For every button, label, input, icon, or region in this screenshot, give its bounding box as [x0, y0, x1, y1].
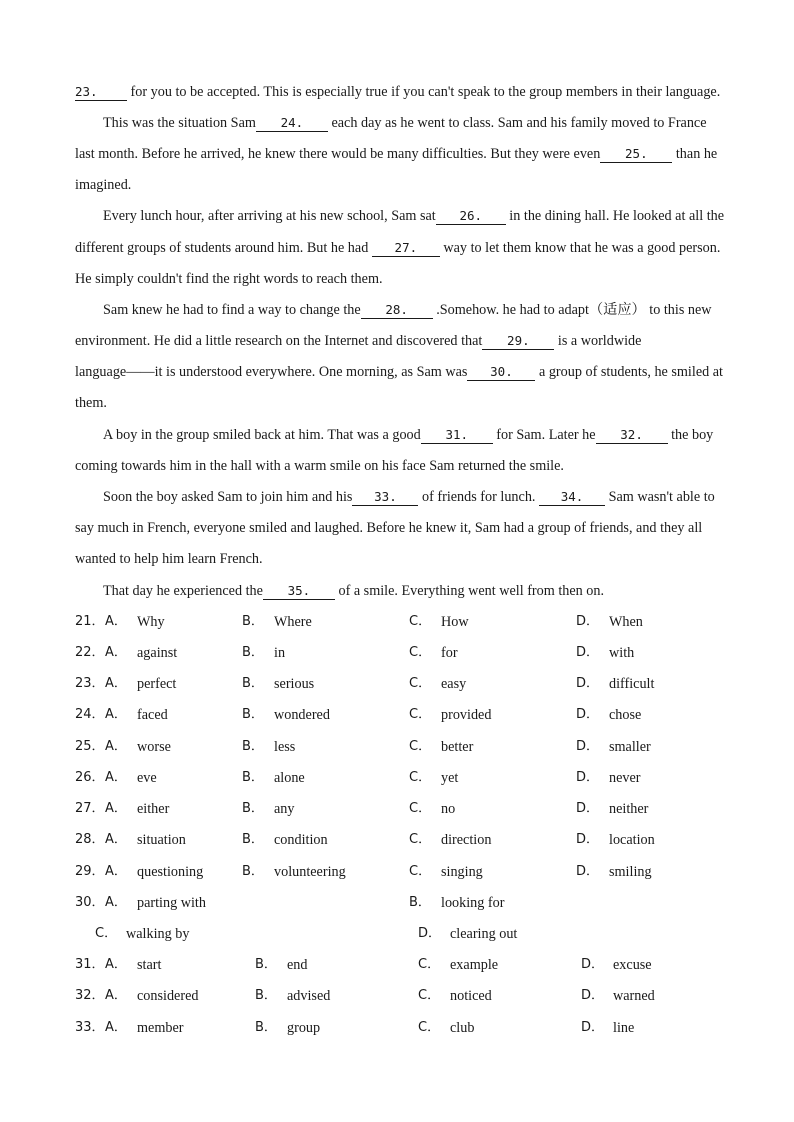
option-letter: D．: [576, 864, 600, 879]
question-number: 32．: [75, 988, 105, 1003]
option-text: wondered: [274, 707, 330, 723]
option-letter: B．: [242, 614, 264, 629]
option-text: start: [137, 957, 162, 973]
option-text: smiling: [609, 864, 652, 880]
passage-line: He simply couldn't find the right words to reach them.: [75, 271, 383, 287]
option-text: group: [287, 1020, 321, 1036]
question-number: 33．: [75, 1020, 105, 1035]
option-text: volunteering: [274, 864, 346, 880]
option-letter: D．: [576, 645, 600, 660]
option-text: eve: [137, 770, 157, 786]
question-row: [75, 924, 755, 944]
option-letter: D．: [576, 614, 600, 629]
option-text: serious: [274, 676, 315, 692]
option-text: worse: [137, 739, 171, 755]
question-row: [75, 705, 755, 725]
option-text: any: [274, 801, 295, 817]
answer-blank: 28.: [361, 302, 433, 319]
question-number: 24．: [75, 707, 105, 722]
option-text: warned: [613, 988, 655, 1004]
option-text: in: [274, 645, 286, 661]
passage-text: the boy: [667, 427, 714, 443]
option-letter: A．: [105, 770, 127, 785]
option-letter: C．: [409, 801, 432, 816]
answer-blank: 24.: [256, 115, 328, 132]
passage-text: is a worldwide: [554, 333, 642, 349]
option-text: difficult: [609, 676, 655, 692]
passage-text: in the dining hall. He looked at all the: [505, 208, 725, 224]
option-text: direction: [441, 832, 492, 848]
answer-blank: 31.: [421, 427, 493, 444]
option-text: either: [137, 801, 170, 817]
option-text: less: [274, 739, 296, 755]
answer-blank: 34.: [539, 489, 605, 506]
passage-text: This was the situation Sam: [103, 115, 256, 131]
option-letter: C．: [418, 1020, 441, 1035]
option-text: Where: [274, 614, 312, 630]
option-text: smaller: [609, 739, 651, 755]
option-letter: B．: [242, 676, 264, 691]
option-text: location: [609, 832, 655, 848]
option-letter: B．: [242, 707, 264, 722]
question-number: 21．: [75, 614, 105, 629]
passage-line: [75, 82, 755, 102]
passage-text: Sam wasn't able to: [605, 489, 715, 505]
question-row: [75, 799, 755, 819]
option-text: yet: [441, 770, 459, 786]
question-number: 25．: [75, 739, 105, 754]
option-letter: A．: [105, 614, 127, 629]
option-letter: A．: [105, 645, 127, 660]
option-letter: B．: [409, 895, 431, 910]
option-text: line: [613, 1020, 635, 1036]
option-letter: B．: [242, 801, 264, 816]
passage-text: a group of students, he smiled at: [535, 364, 723, 380]
option-letter: A．: [105, 676, 127, 691]
passage-line: [75, 331, 755, 351]
question-row: [75, 893, 755, 913]
option-text: singing: [441, 864, 483, 880]
option-text: looking for: [441, 895, 505, 911]
option-text: noticed: [450, 988, 492, 1004]
answer-blank: 35.: [263, 583, 335, 600]
passage-text: last month. Before he arrived, he knew there would be many difficulties. But they were even: [75, 146, 601, 162]
option-letter: C．: [409, 614, 432, 629]
option-text: no: [441, 801, 456, 817]
option-text: advised: [287, 988, 331, 1004]
option-text: provided: [441, 707, 492, 723]
option-letter: A．: [105, 957, 127, 972]
option-letter: B．: [242, 864, 264, 879]
option-text: parting with: [137, 895, 206, 911]
answer-blank: 30.: [467, 364, 535, 381]
option-text: for: [441, 645, 458, 661]
option-letter: B．: [255, 1020, 277, 1035]
passage-text: .Somehow. he had to adapt（适应） to this new: [432, 302, 712, 318]
passage-text: than he: [672, 146, 718, 162]
option-text: example: [450, 957, 499, 973]
passage-line: [75, 362, 755, 382]
option-letter: A．: [105, 895, 127, 910]
option-text: condition: [274, 832, 328, 848]
answer-blank: 27.: [372, 240, 440, 257]
option-text: excuse: [613, 957, 652, 973]
option-letter: D．: [576, 770, 600, 785]
question-row: [75, 986, 755, 1006]
option-letter: C．: [409, 645, 432, 660]
option-text: alone: [274, 770, 305, 786]
option-text: club: [450, 1020, 475, 1036]
option-letter: D．: [581, 988, 605, 1003]
passage-line: [103, 300, 755, 320]
question-number: 23．: [75, 676, 105, 691]
option-text: situation: [137, 832, 186, 848]
passage-text: way to let them know that he was a good person.: [439, 240, 721, 256]
question-row: [75, 612, 755, 632]
option-text: chose: [609, 707, 642, 723]
option-text: with: [609, 645, 635, 661]
option-letter: D．: [576, 676, 600, 691]
option-text: How: [441, 614, 469, 630]
option-letter: C．: [95, 926, 118, 941]
question-number: 30．: [75, 895, 105, 910]
option-letter: D．: [576, 739, 600, 754]
question-row: [75, 674, 755, 694]
passage-line: imagined.: [75, 177, 132, 193]
option-letter: C．: [409, 770, 432, 785]
question-row: [75, 768, 755, 788]
option-letter: B．: [255, 957, 277, 972]
option-letter: A．: [105, 801, 127, 816]
question-row: [75, 830, 755, 850]
option-text: neither: [609, 801, 649, 817]
passage-line: [75, 144, 755, 164]
passage-line: coming towards him in the hall with a warm smile on his face Sam returned the smile.: [75, 458, 564, 474]
option-text: end: [287, 957, 308, 973]
answer-blank: 29.: [482, 333, 554, 350]
passage-line: them.: [75, 395, 107, 411]
option-letter: A．: [105, 864, 127, 879]
option-letter: A．: [105, 739, 127, 754]
question-number: 27．: [75, 801, 105, 816]
passage-line: [103, 487, 755, 507]
option-letter: B．: [242, 645, 264, 660]
option-text: questioning: [137, 864, 204, 880]
question-row: [75, 862, 755, 882]
option-text: against: [137, 645, 178, 661]
question-number: 22．: [75, 645, 105, 660]
passage-text: A boy in the group smiled back at him. That was a good: [103, 427, 421, 443]
question-row: [75, 643, 755, 663]
option-letter: C．: [409, 864, 432, 879]
question-row: [75, 955, 755, 975]
option-letter: C．: [418, 957, 441, 972]
passage-text: Soon the boy asked Sam to join him and his: [103, 489, 353, 505]
option-text: never: [609, 770, 641, 786]
option-letter: B．: [255, 988, 277, 1003]
option-letter: C．: [418, 988, 441, 1003]
passage-text: Every lunch hour, after arriving at his new school, Sam sat: [103, 208, 436, 224]
option-letter: C．: [409, 676, 432, 691]
option-text: clearing out: [450, 926, 518, 942]
passage-line: [75, 238, 755, 258]
passage-text: environment. He did a little research on the Internet and discovered that: [75, 333, 483, 349]
option-letter: B．: [242, 832, 264, 847]
option-letter: C．: [409, 739, 432, 754]
answer-blank: 25.: [600, 146, 672, 163]
option-letter: A．: [105, 1020, 127, 1035]
passage-text: of friends for lunch.: [418, 489, 540, 505]
passage-line: [103, 113, 755, 133]
option-text: better: [441, 739, 474, 755]
passage-line: [103, 425, 755, 445]
option-text: Why: [137, 614, 165, 630]
option-letter: B．: [242, 739, 264, 754]
answer-blank: 33.: [352, 489, 418, 506]
passage-text: That day he experienced the: [103, 583, 263, 599]
passage-text: each day as he went to class. Sam and his family moved to France: [327, 115, 707, 131]
option-letter: D．: [576, 801, 600, 816]
passage-text: of a smile. Everything went well from then on.: [334, 583, 605, 599]
option-letter: D．: [581, 957, 605, 972]
passage-text: language——it is understood everywhere. One morning, as Sam was: [75, 364, 468, 380]
passage-line: [103, 206, 755, 226]
passage-text: for you to be accepted. This is especially true if you can't speak to the group members in their language.: [127, 84, 721, 100]
option-letter: A．: [105, 988, 127, 1003]
option-letter: B．: [242, 770, 264, 785]
answer-blank: 23.: [75, 84, 127, 101]
question-number: 31．: [75, 957, 105, 972]
option-letter: D．: [418, 926, 442, 941]
option-letter: D．: [581, 1020, 605, 1035]
answer-blank: 26.: [436, 208, 506, 225]
option-letter: A．: [105, 832, 127, 847]
passage-text: for Sam. Later he: [492, 427, 596, 443]
answer-blank: 32.: [596, 427, 668, 444]
option-letter: D．: [576, 707, 600, 722]
passage-line: wanted to help him learn French.: [75, 551, 263, 567]
option-letter: C．: [409, 707, 432, 722]
option-text: perfect: [137, 676, 177, 692]
question-number: 28．: [75, 832, 105, 847]
option-text: easy: [441, 676, 467, 692]
option-text: considered: [137, 988, 199, 1004]
question-number: 26．: [75, 770, 105, 785]
passage-line: [103, 581, 755, 601]
option-letter: D．: [576, 832, 600, 847]
passage-line: say much in French, everyone smiled and laughed. Before he knew it, Sam had a group of friends, and they all: [75, 520, 703, 536]
option-text: When: [609, 614, 643, 630]
option-text: faced: [137, 707, 168, 723]
question-number: 29．: [75, 864, 105, 879]
question-row: [75, 737, 755, 757]
option-text: member: [137, 1020, 184, 1036]
option-letter: C．: [409, 832, 432, 847]
option-letter: A．: [105, 707, 127, 722]
question-row: [75, 1018, 755, 1038]
option-text: walking by: [126, 926, 190, 942]
passage-text: Sam knew he had to find a way to change the: [103, 302, 361, 318]
passage-text: different groups of students around him. But he had: [75, 240, 372, 256]
